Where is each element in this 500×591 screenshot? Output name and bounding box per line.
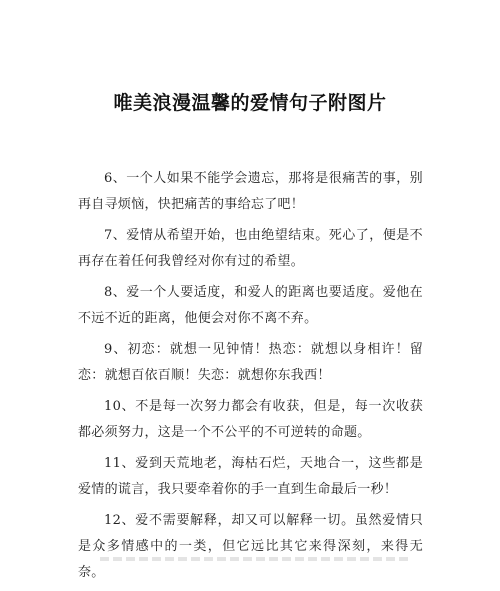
paragraph: 8、爱一个人要适度，和爱人的距离也要适度。爱他在不远不近的距离，他便会对你不离不弃。 (78, 285, 423, 326)
paragraph: 6、一个人如果不能学会遗忘，那将是很痛苦的事，别再自寻烦恼，快把痛苦的事给忘了吧！ (78, 171, 423, 212)
paragraph: 9、初恋：就想一见钟情！热恋：就想以身相许！留恋：就想百依百顺！失恋：就想你东我西！ (78, 342, 423, 383)
article-body (78, 166, 423, 591)
paragraph: 7、爱情从希望开始，也由绝望结束。死心了，便是不再存在着任何我曾经对你有过的希望。 (78, 228, 423, 269)
page-title: 唯美浪漫温馨的爱情句子附图片 (113, 92, 387, 114)
faded-text-fragment (100, 557, 410, 561)
paragraph: 11、爱到天荒地老，海枯石烂，天地合一，这些都是爱情的谎言，我只要牵着你的手一直到生命最后一秒！ (78, 456, 423, 497)
paragraph: 10、不是每一次努力都会有收获，但是，每一次收获都必须努力，这是一个不公平的不可逆转的命题。 (78, 399, 423, 440)
cutoff-next-line (0, 549, 500, 565)
paragraph: 12、爱不需要解释，却又可以解释一切。虽然爱情只是众多情感中的一类，但它远比其它来得深刻，来得无奈。 (78, 513, 423, 580)
